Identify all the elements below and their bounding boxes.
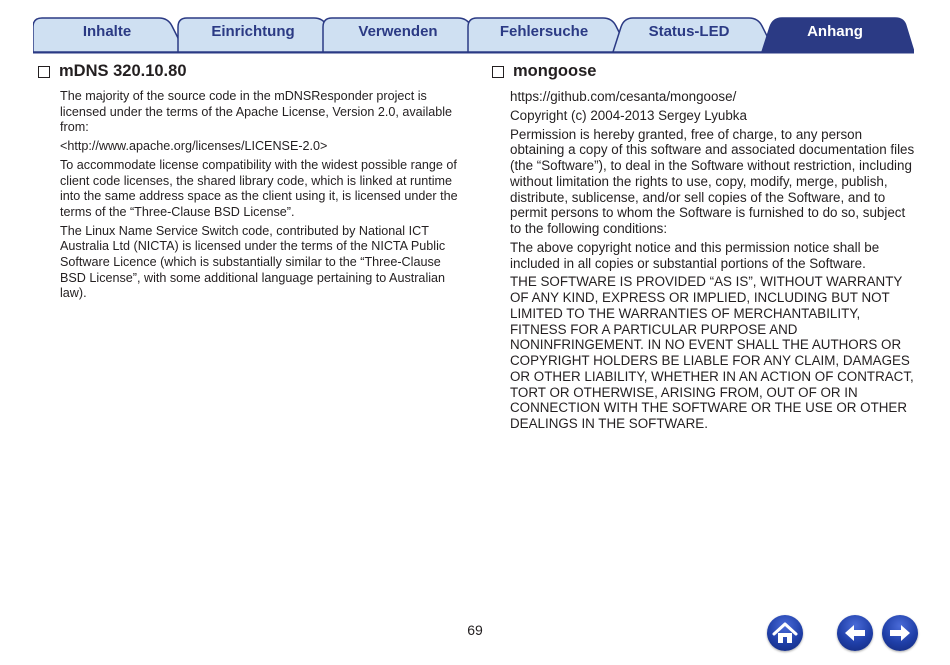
tab-inhalte[interactable]: Inhalte (82, 23, 132, 40)
right-paragraph: The above copyright notice and this permission notice shall be included in all copies or substantial portions of the Software. (510, 239, 880, 271)
right-paragraph: Copyright (c) 2004-2013 Sergey Lyubka (510, 107, 747, 123)
left-paragraph: The majority of the source code in the mDNSResponder project is licensed under the terms of the Apache License, Version 2.0, available from: (60, 89, 453, 135)
left-section-title: mDNS 320.10.80 (59, 61, 187, 80)
left-paragraph: The Linux Name Service Switch code, contributed by National ICT Australia Ltd (NICTA) is licensed under the terms of the NICTA Public Software Licence (which is substantially similar to the “Three-Clause BSD License”, with some additional language pertaining to Australian law). (60, 223, 446, 301)
tab-verwenden[interactable]: Verwenden (358, 23, 438, 40)
arrow-right-icon (882, 615, 918, 651)
right-paragraph: Permission is hereby granted, free of charge, to any person obtaining a copy of this software and associated documentation files (the “Software”), to deal in the Software without restriction, including without limitation the rights to use, copy, modify, merge, publish, distribute, sublicense, and/or sell copies of the Software, and to permit persons to whom the Software is furnished to do so, subject to the following conditions: (510, 126, 915, 236)
right-paragraph: https://github.com/cesanta/mongoose/ (510, 89, 737, 104)
left-section-heading (36, 61, 187, 81)
left-section-body (60, 89, 470, 305)
tab-anhang[interactable]: Anhang (807, 23, 863, 40)
right-paragraph: THE SOFTWARE IS PROVIDED “AS IS”, WITHOUT WARRANTY OF ANY KIND, EXPRESS OR IMPLIED, INCLUDING BUT NOT LIMITED TO THE WARRANTIES OF MERCHANTABILITY, FITNESS FOR A PARTICULAR PURPOSE AND NONINFRINGEMENT. IN NO EVENT SHALL THE AUTHORS OR COPYRIGHT HOLDERS BE LIABLE FOR ANY CLAIM, DAMAGES OR OTHER LIABILITY, WHETHER IN AN ACTION OF CONTRACT, TORT OR OTHERWISE, ARISING FROM, OUT OF OR IN CONNECTION WITH THE SOFTWARE OR THE USE OR OTHER DEALINGS IN THE SOFTWARE. (510, 274, 914, 431)
home-icon (767, 615, 803, 651)
left-paragraph: <http://www.apache.org/licenses/LICENSE-2.0> (60, 139, 328, 154)
checkbox-bullet-icon (38, 66, 50, 78)
tab-bar (33, 0, 914, 54)
forward-button[interactable] (882, 615, 918, 651)
back-button[interactable] (837, 615, 873, 651)
checkbox-bullet-icon (492, 66, 504, 78)
right-section (490, 61, 915, 431)
arrow-left-icon (837, 615, 873, 651)
home-button[interactable] (767, 615, 803, 651)
tab-einrichtung[interactable]: Einrichtung (211, 23, 295, 40)
right-section-title: mongoose (513, 61, 597, 80)
left-section (36, 61, 458, 301)
right-section-heading (490, 61, 596, 81)
right-section-body (510, 89, 920, 435)
left-paragraph: To accommodate license compatibility with the widest possible range of client code licenses, the shared library code, which is linked at runtime into the same address space as the client using it, is licensed under the terms of the “Three-Clause BSD License”. (60, 157, 458, 219)
tab-status-led[interactable]: Status-LED (648, 23, 730, 40)
page-number: 69 (467, 622, 483, 638)
tab-fehlersuche[interactable]: Fehlersuche (499, 23, 589, 40)
